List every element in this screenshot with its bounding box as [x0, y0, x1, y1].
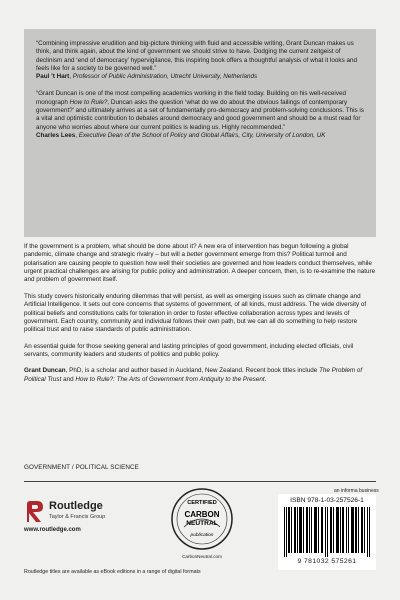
publisher-url[interactable]: www.routledge.com	[24, 527, 81, 533]
barcode-icon	[283, 507, 371, 557]
seal-top-text: CERTIFIED	[187, 500, 217, 506]
blurb	[24, 243, 376, 392]
blurb-paragraph: This study covers historically enduring dilemmas that will persist, as well as emerging issues such as climate change and Artificial Intelligence. It sets out core concerns that systems of government, of all kinds, must address. The wide diversity of political beliefs and constitutions calls for toleration in order to foster effective collaboration across types and levels of government. Each country, community and individual follows their own path, but we can all do something to help restore political trust and to raise standards of public administration.	[24, 292, 367, 334]
seal-bottom-text: publication	[190, 533, 214, 538]
author-name: Grant Duncan	[24, 367, 66, 375]
seal-neutral-text: NEUTRAL	[186, 520, 218, 527]
author-bio: Grant Duncan, PhD, is a scholar and author based in Auckland, New Zealand. Recent book titles include The Problem of Political Trust and How to Rule?: The Arts of Government from Antiquity to the Present.	[24, 367, 363, 383]
ebook-note: Routledge titles are available as eBook editions in a range of digital formats	[24, 569, 201, 575]
publisher-name: Routledge	[49, 500, 103, 512]
routledge-logo	[24, 498, 134, 538]
subject-category: GOVERNMENT / POLITICAL SCIENCE	[24, 464, 139, 471]
endorsement: “Combining impressive erudition and big-picture thinking with fluid and accessible writing, Grant Duncan makes us think, and think again, about the kind of government we should strive to have. Dodging the current zeitgeist of declinism and ‘end of democracy’ hypervigilance, this inspiring book offers a thoughtful analysis of what it looks and feels like for a society to be governed well.” Paul ’t Hart, Professor of Public Administration, Utrecht University, Netherlands	[36, 40, 364, 81]
publisher-group: Taylor & Francis Group	[49, 514, 106, 520]
endorsement-quote: “Combining impressive erudition and big-picture thinking with fluid and accessible writing, Grant Duncan makes us think, and think again, about the kind of government we should strive to have. Dodging the current zeitgeist of declinism and ‘end of democracy’ hypervigilance, this inspiring book offers a thoughtful analysis of what it looks and feels like for a society to be governed well.”	[36, 40, 357, 72]
endorsement-quote: “Grant Duncan is one of the most compelling academics working in the field today. Building on his well-received monograph How to Rule?, Duncan asks the question ‘what do we do about the obvious failings of contemporary government?’ and ultimately arrives at a set of fundamentally pro-democracy and problem-solving conclusions. This is a vital and optimistic contribution to debates around democracy and good government and should be a must read for anyone who worries about where our current politics is leading us. Highly recommended.”	[36, 90, 364, 131]
endorser-name: Paul ’t Hart	[36, 73, 70, 81]
endorser-affiliation: Executive Dean of the School of Policy and Global Affairs, City, University of London, UK	[78, 131, 326, 139]
seal-carbon-text: CARBON	[184, 510, 220, 519]
endorser-name: Charles Lees	[36, 131, 76, 139]
barcode-digits: 9 781032 575261	[297, 558, 357, 565]
isbn-barcode	[278, 494, 376, 570]
endorsements-panel	[24, 29, 376, 237]
routledge-r-icon	[24, 500, 46, 524]
divider	[24, 481, 376, 482]
endorser-affiliation: Professor of Public Administration, Utrecht University, Netherlands	[72, 73, 258, 81]
endorsement: “Grant Duncan is one of the most compelling academics working in the field today. Building on his well-received monograph How to Rule?, Duncan asks the question ‘what do we do about the obvious failings of contemporary government?’ and ultimately arrives at a set of fundamentally pro-democracy and problem-solving conclusions. This is a vital and optimistic contribution to debates around democracy and good government and should be a must read for anyone who worries about where our current politics is leading us. Highly recommended.” Charles Lees, Executive Dean of the School of Policy and Global Affairs, City, University of London, UK	[36, 90, 364, 139]
isbn-text: ISBN 978-1-03-257526-1	[290, 497, 364, 504]
informa-tagline: an informa business	[334, 488, 379, 494]
blurb-paragraph: If the government is a problem, what should be done about it? A new era of intervention has begun following a global pandemic, climate change and strategic rivalry – but will a better government emerge from this? Political turmoil and polarisation are causing people to question how well their societies are governed and how leaders conduct themselves, while urgent practical challenges are arising for public policy and administration. A deeper concern, then, is to re-examine the nature and problem of government itself.	[24, 243, 376, 284]
blurb-paragraph: An essential guide for those seeking general and lasting principles of good government, including elected officials, civil servants, community leaders and students of politics and public policy.	[24, 342, 354, 358]
carbon-neutral-seal	[170, 487, 234, 551]
carbon-neutral-url[interactable]: CarbonNeutral.com	[182, 554, 222, 559]
